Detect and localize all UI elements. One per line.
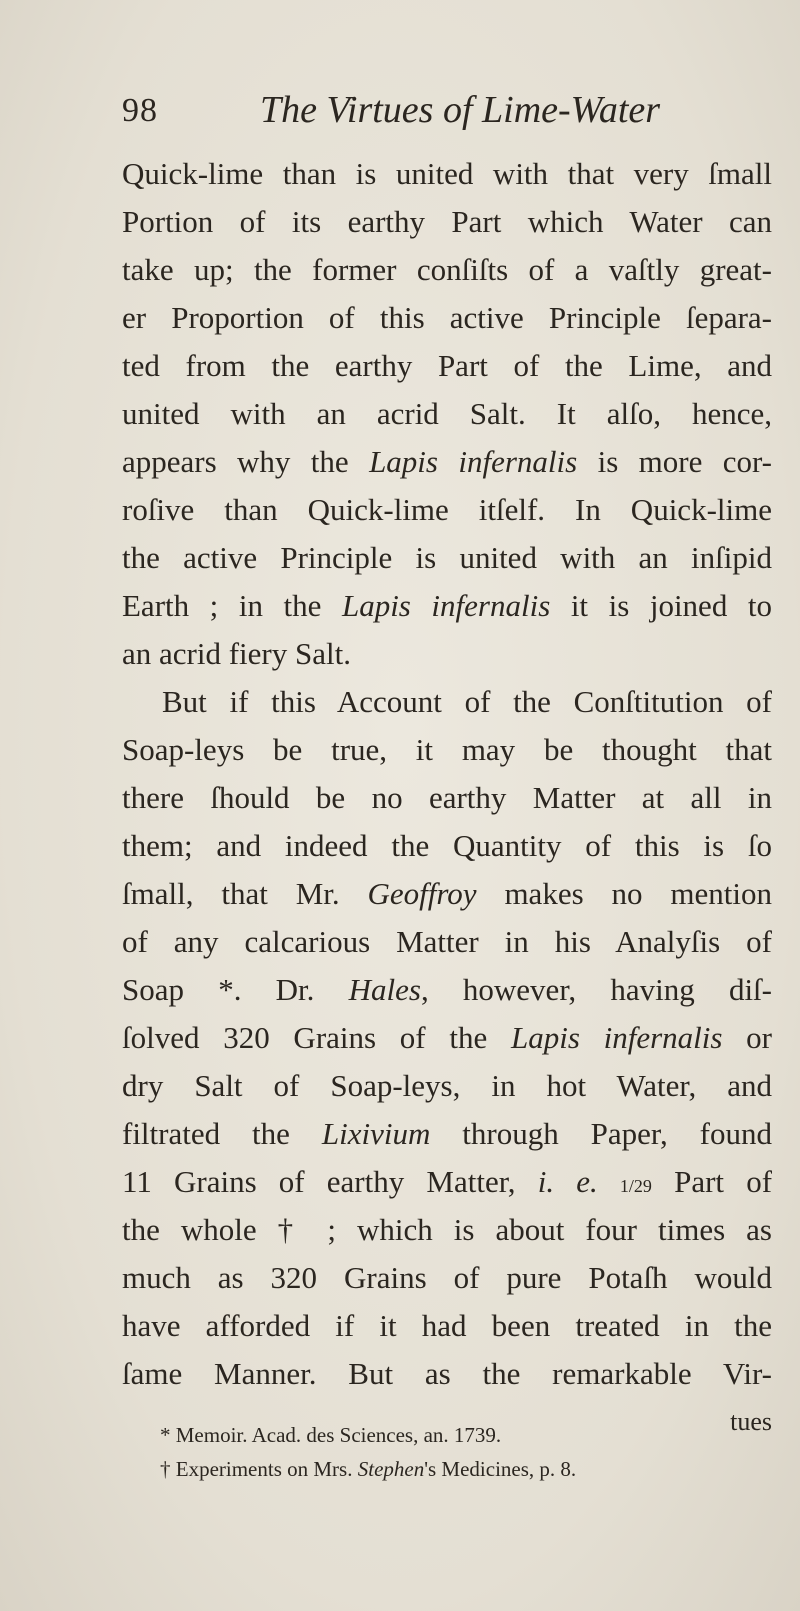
- catchword: tues: [730, 1407, 772, 1436]
- italic-term: Stephen: [357, 1457, 425, 1481]
- text-run: it is joined to: [550, 588, 772, 623]
- text-line: of any calcarious Matter in his Analyſis of: [122, 924, 772, 959]
- text-run: appears why the: [122, 444, 370, 479]
- text-line: ted from the earthy Part of the Lime, and: [122, 348, 772, 383]
- text-run: filtrated the: [122, 1116, 322, 1151]
- text-line: [122, 1014, 772, 1062]
- text-line: [122, 438, 772, 486]
- text-line: an acrid fiery Salt.: [122, 636, 351, 671]
- text-run: or: [722, 1020, 772, 1055]
- text-run: ſmall, that Mr.: [122, 876, 368, 911]
- paragraph-1: [122, 150, 772, 678]
- text-line: [122, 582, 772, 630]
- italic-term: Hales: [348, 972, 421, 1007]
- text-line: united with an acrid Salt. It alſo, hence,: [122, 396, 772, 431]
- text-run: Earth ; in the: [122, 588, 342, 623]
- text-line: roſive than Quick-lime itſelf. In Quick-lime: [122, 492, 772, 527]
- text-run: 's Medicines, p. 8.: [424, 1457, 577, 1481]
- italic-term: Geoffroy: [367, 876, 477, 911]
- footnotes: [160, 1418, 740, 1486]
- footnote-1: * Memoir. Acad. des Sciences, an. 1739.: [160, 1423, 502, 1447]
- text-line: But if this Account of the Conſtitution of: [162, 684, 772, 719]
- text-line: [122, 1110, 772, 1158]
- text-line: ſame Manner. But as the remarkable Vir-: [122, 1356, 772, 1391]
- text-line: them; and indeed the Quantity of this is ſo: [122, 828, 772, 863]
- text-line: Quick-lime than is united with that very ſmall: [122, 156, 772, 191]
- italic-term: i. e.: [537, 1164, 598, 1199]
- italic-term: Lapis infernalis: [510, 1020, 723, 1055]
- text-run: † Experiments on Mrs.: [160, 1457, 358, 1481]
- text-line: the whole † ; which is about four times as: [122, 1212, 772, 1247]
- text-run: , however, having diſ-: [420, 972, 772, 1007]
- text-line: the active Principle is united with an inſipid: [122, 540, 772, 575]
- italic-term: Lapis infernalis: [369, 444, 578, 479]
- italic-term: Lapis infernalis: [341, 588, 551, 623]
- text-line: much as 320 Grains of pure Potaſh would: [122, 1260, 772, 1295]
- text-run: through Paper, found: [430, 1116, 772, 1151]
- text-line: dry Salt of Soap-leys, in hot Water, and: [122, 1068, 772, 1103]
- page-header: [122, 88, 692, 138]
- text-run: 11 Grains of earthy Matter,: [122, 1164, 538, 1199]
- text-run: makes no mention: [476, 876, 772, 911]
- text-line: have afforded if it had been treated in the: [122, 1308, 772, 1343]
- italic-term: Lixivium: [321, 1116, 431, 1151]
- body-text: [122, 150, 772, 1446]
- text-line: Portion of its earthy Part which Water can: [122, 204, 772, 239]
- running-title: The Virtues of Lime-Water: [260, 89, 661, 131]
- text-line: take up; the former conſiſts of a vaſtly great-: [122, 252, 772, 287]
- text-line: Soap-leys be true, it may be thought that: [122, 732, 772, 767]
- text-run: is more cor-: [577, 444, 772, 479]
- text-run: Soap *. Dr.: [122, 972, 349, 1007]
- footnote-2: [160, 1452, 740, 1486]
- text-run: Part of: [651, 1164, 772, 1199]
- text-line: [122, 870, 772, 918]
- fraction: 1/29: [619, 1176, 652, 1196]
- text-line: er Proportion of this active Principle ſepara-: [122, 300, 772, 335]
- text-run: ſolved 320 Grains of the: [122, 1020, 511, 1055]
- text-line: [122, 1158, 772, 1206]
- page-number: 98: [122, 92, 158, 129]
- text-line: [122, 966, 772, 1014]
- text-line: there ſhould be no earthy Matter at all in: [122, 780, 772, 815]
- paragraph-2: [122, 678, 772, 1398]
